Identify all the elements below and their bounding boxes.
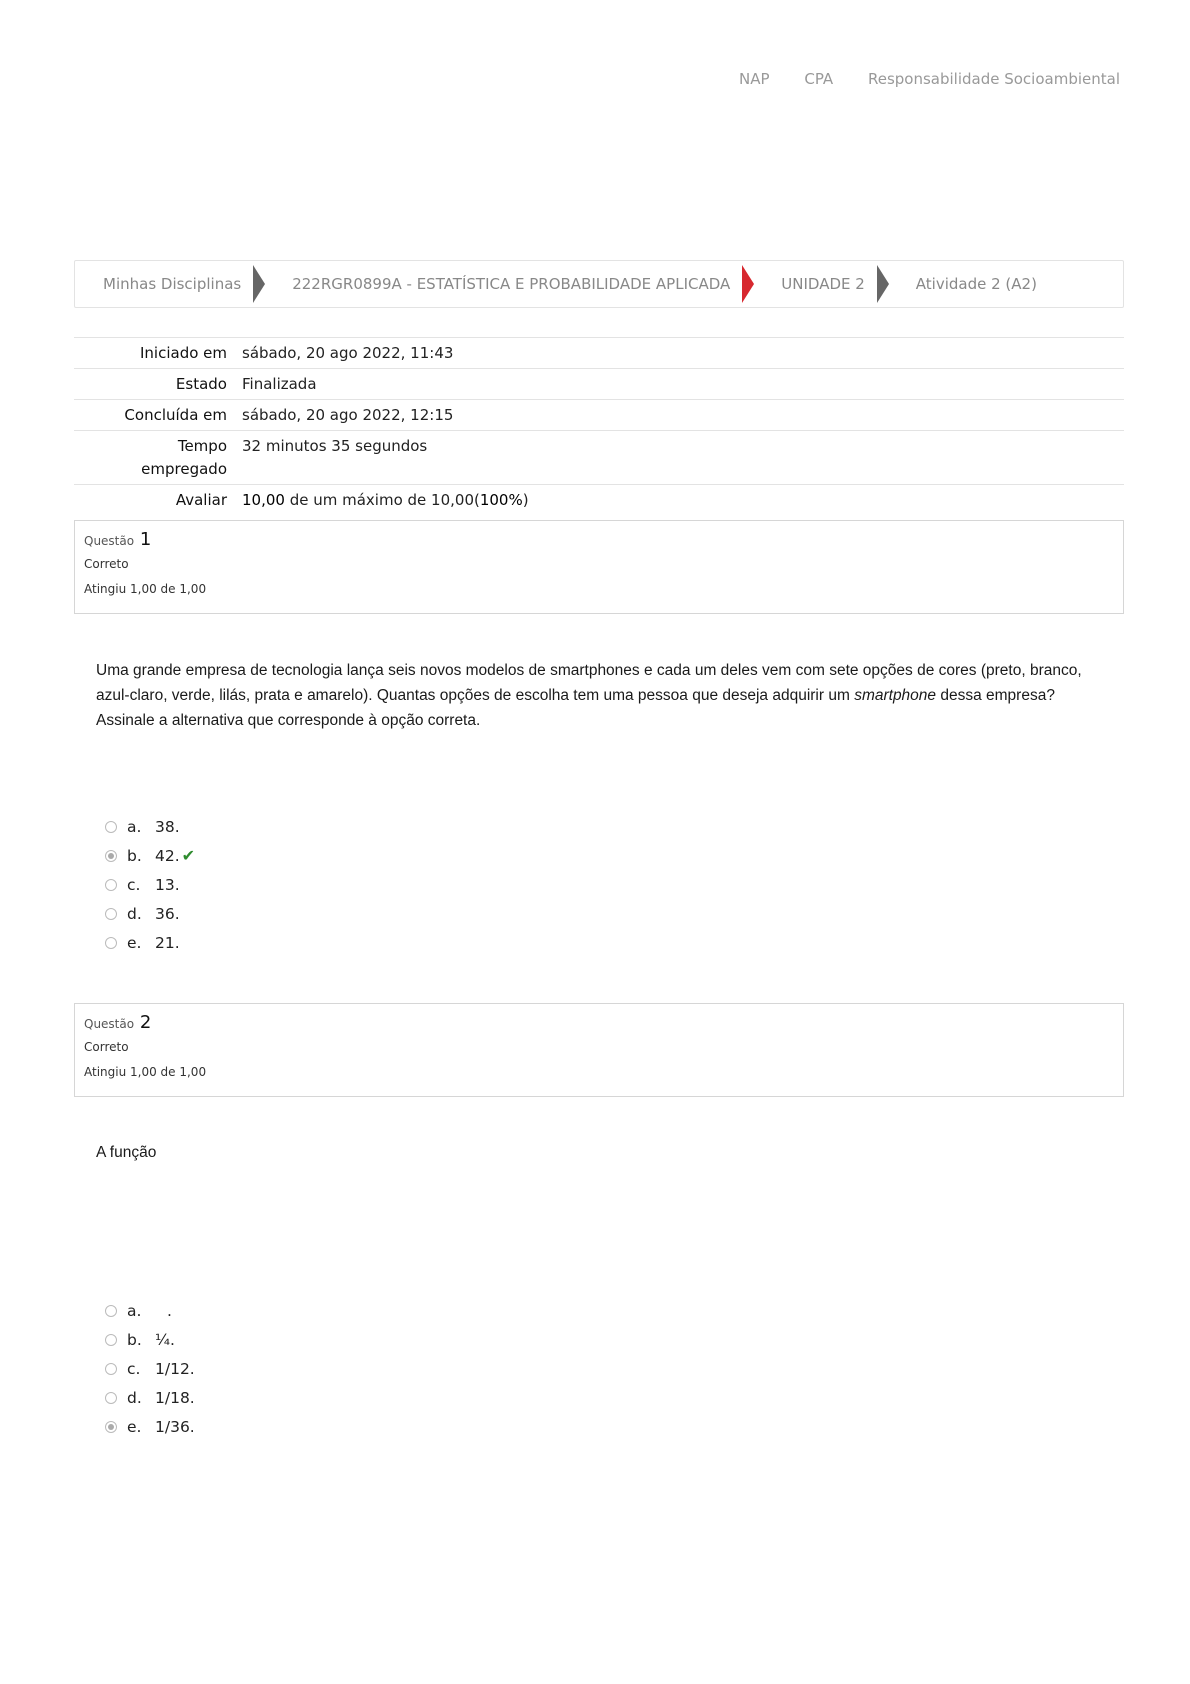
summary-label: Iniciado em <box>74 338 242 369</box>
answer-text: 36. <box>155 904 180 923</box>
answer-option-b[interactable] <box>105 841 195 870</box>
answer-letter: a. <box>127 817 142 836</box>
radio-button[interactable] <box>105 937 117 949</box>
radio-button-selected[interactable] <box>105 850 117 862</box>
question-text <box>96 1140 1096 1165</box>
radio-button[interactable] <box>105 908 117 920</box>
summary-label: Concluída em <box>74 400 242 431</box>
answer-option-c[interactable] <box>105 1354 195 1383</box>
breadcrumb-item-unidade[interactable]: UNIDADE 2 <box>781 275 865 293</box>
summary-row-grade <box>74 485 1124 516</box>
nav-link-cpa[interactable]: CPA <box>804 70 834 88</box>
answer-letter: b. <box>127 1330 142 1349</box>
answer-option-d[interactable] <box>105 1383 195 1412</box>
radio-button[interactable] <box>105 1392 117 1404</box>
question-label: Questão <box>84 534 135 548</box>
breadcrumb-item-course[interactable]: 222RGR0899A - ESTATÍSTICA E PROBABILIDADE APLICADA <box>292 275 731 293</box>
summary-row-completed <box>74 400 1124 431</box>
answer-letter: a. <box>127 1301 142 1320</box>
answer-letter: d. <box>127 1388 142 1407</box>
question-text <box>96 658 1096 733</box>
answer-letter: b. <box>127 846 142 865</box>
attempt-summary-table <box>74 337 1124 515</box>
answer-text: 1/36. <box>155 1417 195 1436</box>
answer-letter: e. <box>127 933 142 952</box>
summary-label <box>74 431 242 485</box>
question-text-part: Uma grande empresa de tecnologia lança seis novos modelos de smartphones e cada um deles vem com sete opções de cores (preto, branco, azul-claro, verde, lilás, prata e amarelo). Quantas opções de escolha tem uma pessoa que deseja adquirir um <box>96 662 1082 704</box>
answer-option-b[interactable] <box>105 1325 195 1354</box>
question-text-part: dessa empresa? <box>936 687 1055 704</box>
summary-value: sábado, 20 ago 2022, 11:43 <box>242 338 1124 369</box>
grade-score: 10,00 <box>242 491 285 509</box>
question-status: Correto <box>84 1040 129 1054</box>
breadcrumb <box>74 260 1124 308</box>
breadcrumb-item-atividade[interactable]: Atividade 2 (A2) <box>915 275 1037 293</box>
breadcrumb-separator-icon <box>877 265 889 303</box>
question-text-part: A função <box>96 1144 157 1161</box>
question-label: Questão <box>84 1017 135 1031</box>
nav-link-nap[interactable]: NAP <box>739 70 770 88</box>
summary-row-time <box>74 431 1124 485</box>
answer-option-a[interactable] <box>105 1296 195 1325</box>
question-number-value: 1 <box>139 529 152 550</box>
summary-label: Estado <box>74 369 242 400</box>
summary-label-line: Tempo <box>177 437 227 455</box>
radio-button[interactable] <box>105 821 117 833</box>
question-number <box>84 1012 1114 1033</box>
summary-row-started <box>74 338 1124 369</box>
radio-button[interactable] <box>105 879 117 891</box>
nav-link-responsabilidade[interactable]: Responsabilidade Socioambiental <box>867 70 1120 88</box>
question-status: Correto <box>84 557 129 571</box>
answer-text: 21. <box>155 933 180 952</box>
question-number <box>84 529 1114 550</box>
answer-option-c[interactable] <box>105 870 195 899</box>
breadcrumb-separator-icon <box>253 265 265 303</box>
summary-row-state <box>74 369 1124 400</box>
answer-text: 1/18. <box>155 1388 195 1407</box>
top-navigation <box>709 70 1120 88</box>
question-instruction: Assinale a alternativa que corresponde à opção correta. <box>96 712 481 729</box>
breadcrumb-item-minhas-disciplinas[interactable]: Minhas Disciplinas <box>103 275 242 293</box>
answer-text: 13. <box>155 875 180 894</box>
answer-text: . <box>167 1301 172 1320</box>
summary-value: sábado, 20 ago 2022, 12:15 <box>242 400 1124 431</box>
answer-letter: c. <box>127 1359 141 1378</box>
summary-value <box>242 485 1124 516</box>
answer-text: ¼. <box>155 1330 175 1349</box>
summary-value: Finalizada <box>242 369 1124 400</box>
answer-letter: e. <box>127 1417 142 1436</box>
answer-letter: d. <box>127 904 142 923</box>
summary-label: Avaliar <box>74 485 242 516</box>
question-number-value: 2 <box>139 1012 152 1033</box>
summary-value: 32 minutos 35 segundos <box>242 431 1124 485</box>
check-icon: ✔ <box>181 846 196 865</box>
radio-button[interactable] <box>105 1334 117 1346</box>
answer-option-e[interactable] <box>105 928 195 957</box>
question-info-box <box>74 520 1124 614</box>
question-grade: Atingiu 1,00 de 1,00 <box>84 582 207 596</box>
breadcrumb-separator-icon <box>742 265 754 303</box>
answer-option-d[interactable] <box>105 899 195 928</box>
question-info-box <box>74 1003 1124 1097</box>
answer-list <box>105 812 195 957</box>
answer-text: 38. <box>155 817 180 836</box>
grade-text-end: ) <box>522 491 529 509</box>
question-text-italic: smartphone <box>854 687 937 704</box>
radio-button[interactable] <box>105 1363 117 1375</box>
question-grade: Atingiu 1,00 de 1,00 <box>84 1065 207 1079</box>
answer-option-a[interactable] <box>105 812 195 841</box>
answer-text: 1/12. <box>155 1359 195 1378</box>
answer-list <box>105 1296 195 1441</box>
radio-button-selected[interactable] <box>105 1421 117 1433</box>
answer-option-e[interactable] <box>105 1412 195 1441</box>
summary-label-line: empregado <box>141 460 227 478</box>
answer-text: 42. <box>155 846 180 865</box>
answer-letter: c. <box>127 875 141 894</box>
grade-percent: 100% <box>479 491 523 509</box>
radio-button[interactable] <box>105 1305 117 1317</box>
grade-text: de um máximo de 10,00( <box>284 491 480 509</box>
